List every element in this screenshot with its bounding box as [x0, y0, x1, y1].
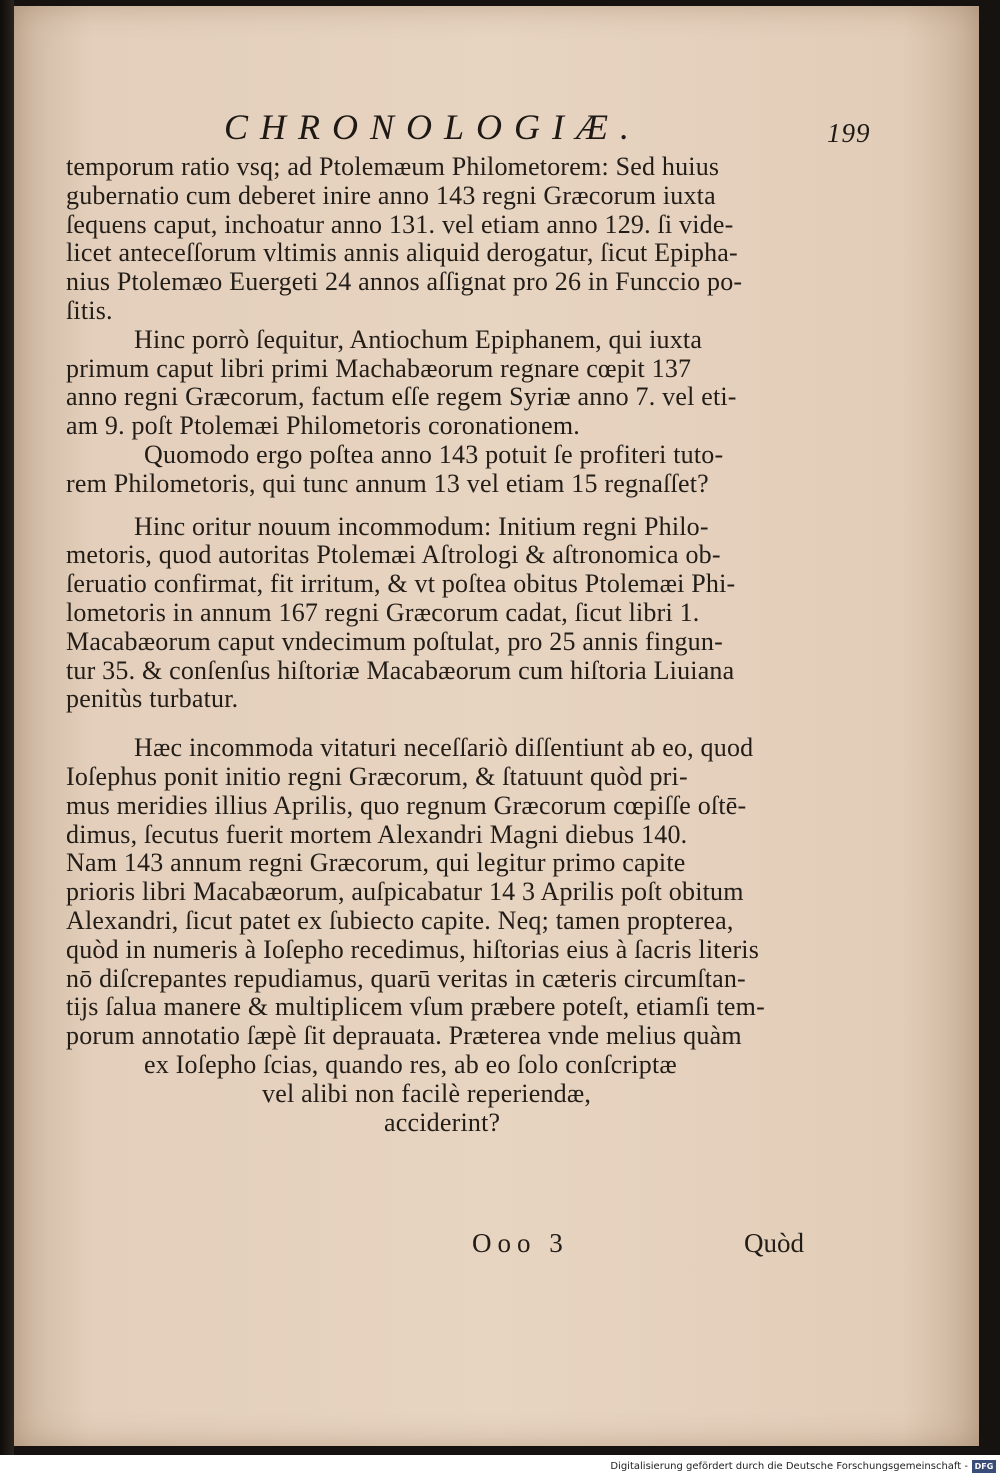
- text-line: primum caput libri primi Machabæorum regnare cœpit 137: [66, 353, 692, 383]
- text-line: Hinc oritur nouum incommodum: Initium regni Philo-: [134, 511, 709, 541]
- text-line: nō diſcrepantes repudiamus, quarū veritas in cæteris circumſtan-: [66, 963, 746, 993]
- text-line: Nam 143 annum regni Græcorum, qui legitur primo capite: [66, 848, 686, 878]
- paragraph-temporum: [66, 153, 828, 326]
- running-head: CHRONOLOGIÆ.: [224, 107, 642, 147]
- paragraph-hinc-porro: [66, 326, 828, 441]
- paragraph-hinc-oritur: [66, 513, 828, 715]
- book-binding-edge: [0, 0, 14, 1455]
- text-line: lometoris in annum 167 regni Græcorum cadat, ſicut libri 1.: [66, 597, 700, 627]
- text-line: ſitis.: [66, 295, 113, 325]
- text-line: Ioſephus ponit initio regni Græcorum, & ſtatuunt quòd pri-: [66, 761, 688, 791]
- text-line: Alexandri, ſicut patet ex ſubiecto capite. Neq; tamen propterea,: [66, 905, 734, 935]
- text-line: mus meridies illius Aprilis, quo regnum Græcorum cœpiſſe oſtē-: [66, 790, 747, 820]
- text-line: metoris, quod autoritas Ptolemæi Aſtrologi & aſtronomica ob-: [66, 540, 721, 570]
- text-line: Macabæorum caput vndecimum poſtulat, pro 25 annis fingun-: [66, 626, 723, 656]
- text-line: ſequens caput, inchoatur anno 131. vel etiam anno 129. ſi vide-: [66, 209, 734, 239]
- signature-mark: Ooo 3: [472, 1228, 569, 1258]
- text-line: quòd in numeris à Ioſepho recedimus, hiſtorias eius à ſacris literis: [66, 934, 760, 964]
- text-line: porum annotatio ſæpè ſit deprauata. Præterea vnde melius quàm: [66, 1021, 742, 1051]
- text-line-tapered: ex Ioſepho ſcias, quando res, ab eo ſolo conſcriptæ: [144, 1049, 677, 1079]
- text-line: Hinc porrò ſequitur, Antiochum Epiphanem, qui iuxta: [134, 324, 703, 354]
- text-line: licet anteceſſorum vltimis annis aliquid derogatur, ſicut Epipha-: [66, 238, 738, 268]
- text-line: Hæc incommoda vitaturi neceſſariò diſſentiunt ab eo, quod: [134, 733, 754, 763]
- text-line: penitùs turbatur.: [66, 684, 239, 714]
- digitization-footer: [0, 1455, 1000, 1479]
- catchword: Quòd: [744, 1228, 804, 1258]
- funding-note: Digitalisierung gefördert durch die Deutsche Forschungsgemeinschaft -: [610, 1461, 968, 1472]
- body-text: [66, 153, 828, 1137]
- page-number: 199: [827, 118, 871, 148]
- text-line: anno regni Græcorum, factum eſſe regem Syriæ anno 7. vel eti-: [66, 382, 737, 412]
- text-line: temporum ratio vsq; ad Ptolemæum Philometorem: Sed huius: [66, 152, 720, 181]
- book-page: [14, 6, 979, 1446]
- text-line: nius Ptolemæo Euergeti 24 annos aſſignat pro 26 in Funccio po-: [66, 267, 743, 297]
- text-line: tijs ſalua manere & multiplicem vſum præbere poteſt, etiamſi tem-: [66, 992, 765, 1022]
- text-line-tapered: vel alibi non facilè reperiendæ,: [262, 1078, 592, 1108]
- text-line: prioris libri Macabæorum, auſpicabatur 14 3 Aprilis poſt obitum: [66, 877, 744, 907]
- text-line: tur 35. & conſenſus hiſtoriæ Macabæorum cum hiſtoria Liuiana: [66, 655, 735, 685]
- text-line-tapered: acciderint?: [384, 1107, 501, 1137]
- text-line: gubernatio cum deberet inire anno 143 regni Græcorum iuxta: [66, 180, 716, 210]
- paragraph-quomodo: [66, 441, 828, 499]
- text-line: am 9. poſt Ptolemæi Philometoris coronationem.: [66, 411, 580, 441]
- paragraph-haec-incommoda: [66, 734, 828, 1137]
- text-line: rem Philometoris, qui tunc annum 13 vel etiam 15 regnaſſet?: [66, 468, 709, 498]
- text-line: dimus, ſecutus fuerit mortem Alexandri Magni diebus 140.: [66, 819, 688, 849]
- text-line: ſeruatio confirmat, fit irritum, & vt poſtea obitus Ptolemæi Phi-: [66, 569, 736, 599]
- text-line: Quomodo ergo poſtea anno 143 potuit ſe profiteri tuto-: [144, 439, 724, 469]
- dfg-logo: DFG: [972, 1460, 996, 1473]
